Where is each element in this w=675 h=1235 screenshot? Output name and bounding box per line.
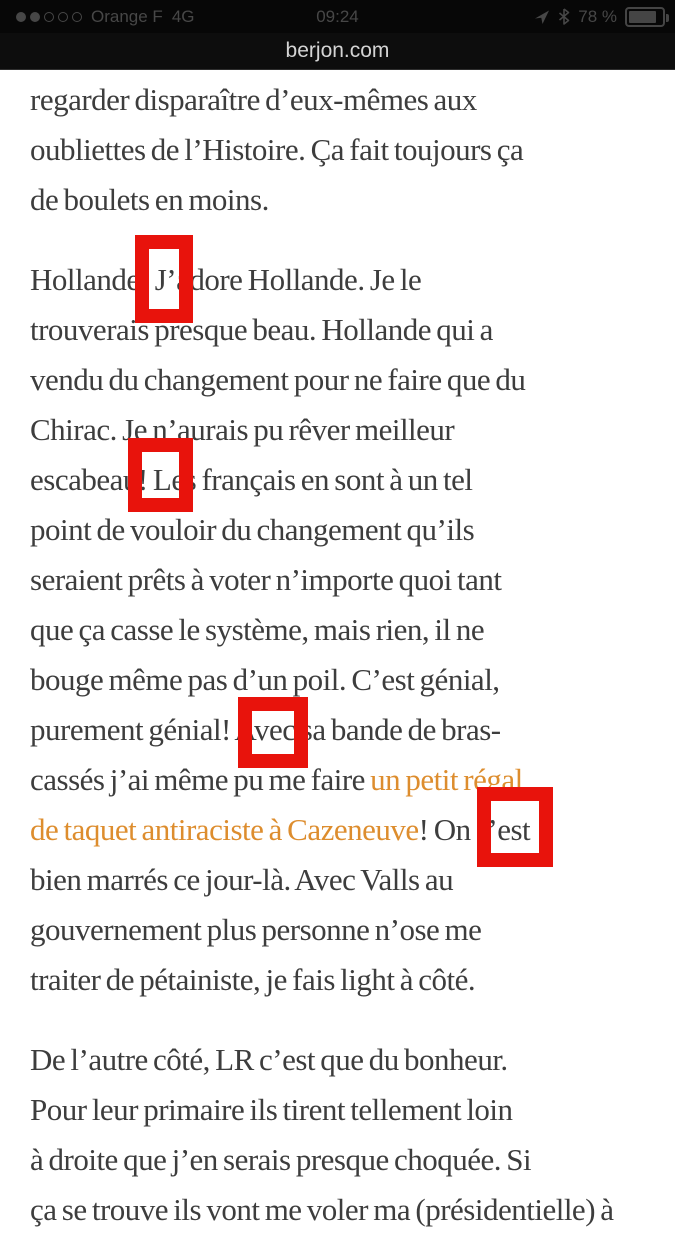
text-line — [30, 305, 645, 355]
text-segment: bouge même pas d’un poil. C’est génial, — [30, 662, 500, 697]
signal-dot — [16, 12, 26, 22]
text-line — [30, 455, 645, 505]
battery-percent-label: 78 % — [578, 6, 617, 26]
text-line — [30, 405, 645, 455]
carrier-label: Orange F — [91, 6, 163, 26]
text-segment: Pour leur primaire ils tirent tellement loin — [30, 1092, 513, 1127]
text-line — [30, 1035, 645, 1085]
text-line — [30, 955, 645, 1005]
text-line — [30, 1185, 645, 1235]
text-segment: à droite que j’en serais presque choquée. Si — [30, 1142, 532, 1177]
signal-dot — [72, 12, 82, 22]
paragraph — [30, 1035, 645, 1235]
text-line — [30, 855, 645, 905]
text-line — [30, 555, 645, 605]
text-segment: oubliettes de l’Histoire. Ça fait toujours ça — [30, 132, 524, 167]
status-bar — [0, 0, 675, 33]
text-segment: de boulets en moins. — [30, 182, 269, 217]
network-label: 4G — [171, 6, 195, 26]
battery-icon — [625, 7, 665, 27]
text-line — [30, 355, 645, 405]
text-line — [30, 705, 645, 755]
url-domain[interactable]: berjon.com — [285, 39, 390, 62]
text-segment: cassés j’ai même pu me faire — [30, 762, 371, 797]
signal-icon — [16, 12, 82, 22]
browser-chrome — [0, 0, 675, 70]
text-line — [30, 505, 645, 555]
text-segment: trouverais presque beau. Hollande qui a — [30, 312, 493, 347]
text-line — [30, 255, 645, 305]
text-segment: purement génial! Avec sa bande de bras- — [30, 712, 501, 747]
text-line — [30, 1085, 645, 1135]
signal-dot — [44, 12, 54, 22]
paragraph — [30, 75, 645, 225]
text-line — [30, 175, 645, 225]
location-arrow-icon — [534, 9, 550, 25]
text-segment: ça se trouve ils vont me voler ma (présidentielle) à — [30, 1192, 614, 1227]
clock-label: 09:24 — [316, 6, 359, 26]
text-segment: ! On s’est — [418, 812, 531, 847]
article — [0, 70, 675, 1235]
text-segment: seraient prêts à voter n’importe quoi tant — [30, 562, 502, 597]
bluetooth-icon — [558, 8, 570, 25]
text-line — [30, 805, 645, 855]
text-line — [30, 125, 645, 175]
text-segment: que ça casse le système, mais rien, il ne — [30, 612, 485, 647]
signal-dot — [58, 12, 68, 22]
text-segment: Hollande! J’adore Hollande. Je le — [30, 262, 422, 297]
text-line — [30, 75, 645, 125]
text-segment: traiter de pétainiste, je fais light à côté. — [30, 962, 476, 997]
address-bar[interactable] — [0, 33, 675, 70]
text-line — [30, 755, 645, 805]
signal-dot — [30, 12, 40, 22]
cazeneuve-link[interactable]: de taquet antiraciste à Cazeneuve — [30, 812, 419, 847]
cazeneuve-link[interactable]: un petit régal — [370, 762, 523, 797]
paragraph — [30, 255, 645, 1005]
text-segment: regarder disparaître d’eux-mêmes aux — [30, 82, 477, 117]
text-line — [30, 905, 645, 955]
text-line — [30, 1135, 645, 1185]
text-segment: point de vouloir du changement qu’ils — [30, 512, 475, 547]
text-segment: vendu du changement pour ne faire que du — [30, 362, 526, 397]
text-segment: De l’autre côté, LR c’est que du bonheur. — [30, 1042, 508, 1077]
text-segment: escabeau! Les français en sont à un tel — [30, 462, 473, 497]
text-segment: gouvernement plus personne n’ose me — [30, 912, 482, 947]
text-line — [30, 605, 645, 655]
text-line — [30, 655, 645, 705]
text-segment: bien marrés ce jour-là. Avec Valls au — [30, 862, 454, 897]
text-segment: Chirac. Je n’aurais pu rêver meilleur — [30, 412, 455, 447]
